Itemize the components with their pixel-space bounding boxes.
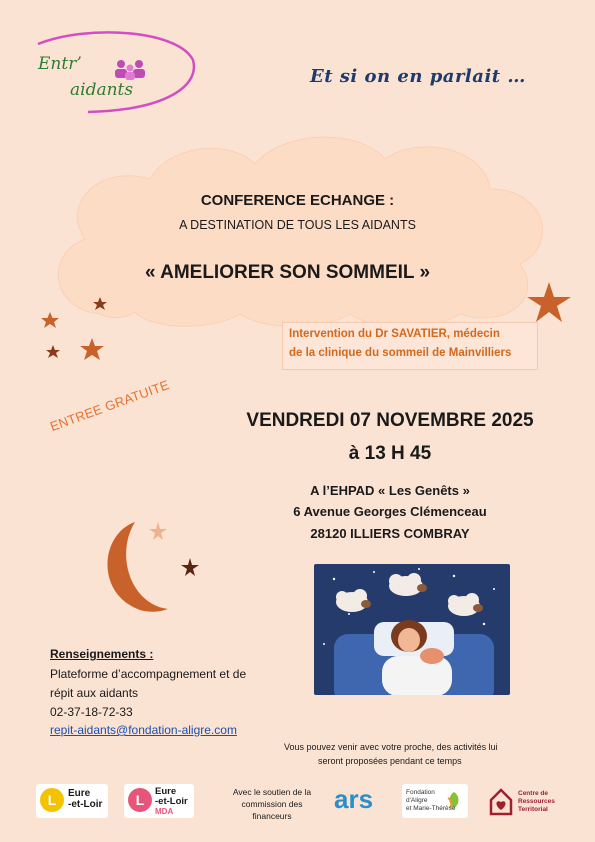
info-line-1: Plateforme d’accompagnement et de — [50, 667, 247, 681]
fondation-a: Fondation — [406, 789, 435, 796]
fondation-aligre-logo — [402, 784, 468, 818]
people-icon — [112, 58, 148, 80]
event-date: VENDREDI 07 NOVEMBRE 2025 — [246, 410, 534, 431]
star-right-icon — [524, 280, 574, 326]
centre-ressources-logo — [488, 784, 564, 818]
entree-gratuite: ENTREE GRATUITE — [48, 377, 172, 435]
centre-c: Territorial — [518, 806, 548, 813]
moon-icon — [90, 514, 210, 620]
info-heading: Renseignements : — [50, 647, 154, 661]
logo-text-entr: Entr’ — [38, 54, 82, 74]
address-line-2: 6 Avenue Georges Clémenceau — [293, 504, 487, 519]
conference-subtitle: A DESTINATION DE TOUS LES AIDANTS — [179, 218, 416, 232]
fondation-b: d'Aligre — [406, 797, 428, 804]
house-heart-icon — [488, 786, 514, 816]
intervention-box — [282, 322, 538, 370]
address-line-3: 28120 ILLIERS COMBRAY — [310, 526, 470, 541]
intervention-line-1: Intervention du Dr SAVATIER, médecin — [289, 328, 500, 340]
info-phone: 02-37-18-72-33 — [50, 705, 133, 719]
main-title: « AMELIORER SON SOMMEIL » — [144, 262, 431, 283]
fondation-c: et Marie-Thérèse — [406, 805, 456, 812]
eure1-b: -et-Loir — [68, 799, 103, 810]
eure2-a: Eure — [155, 786, 177, 797]
event-time: à 13 H 45 — [348, 443, 432, 464]
address-line-1: A l’EHPAD « Les Genêts » — [310, 483, 470, 498]
logo-text-aidants: aidants — [70, 80, 134, 100]
info-email-link[interactable]: repit-aidants@fondation-aligre.com — [50, 723, 237, 737]
sleeping-woman-illustration — [314, 564, 510, 695]
soutien-text: Avec le soutien de la commission des financeurs — [232, 787, 312, 821]
centre-a: Centre de — [518, 790, 548, 797]
intervention-line-2: de la clinique du sommeil de Mainvilliers — [289, 347, 512, 359]
info-line-2: répit aux aidants — [50, 686, 139, 700]
stars-left-icon — [40, 290, 120, 365]
eure2-b: -et-Loir — [155, 796, 188, 807]
conference-title: CONFERENCE ECHANGE : — [200, 192, 395, 209]
centre-b: Ressources — [518, 798, 555, 805]
note-line-1: Vous pouvez venir avec votre proche, des activités lui — [284, 742, 498, 752]
eure2-c: MDA — [155, 807, 174, 816]
ars-text: ars — [334, 784, 374, 814]
note-text — [284, 740, 549, 768]
eure1-a: Eure — [68, 788, 91, 799]
note-line-2: seront proposées pendant ce temps — [318, 756, 462, 766]
eure-et-loir-logo: L Eure -et-Loir — [36, 784, 108, 818]
eure-et-loir-mda-logo: L Eure -et-Loir MDA — [124, 784, 194, 818]
ars-logo — [334, 784, 388, 818]
tagline: Et si on en parlait … — [310, 66, 526, 87]
